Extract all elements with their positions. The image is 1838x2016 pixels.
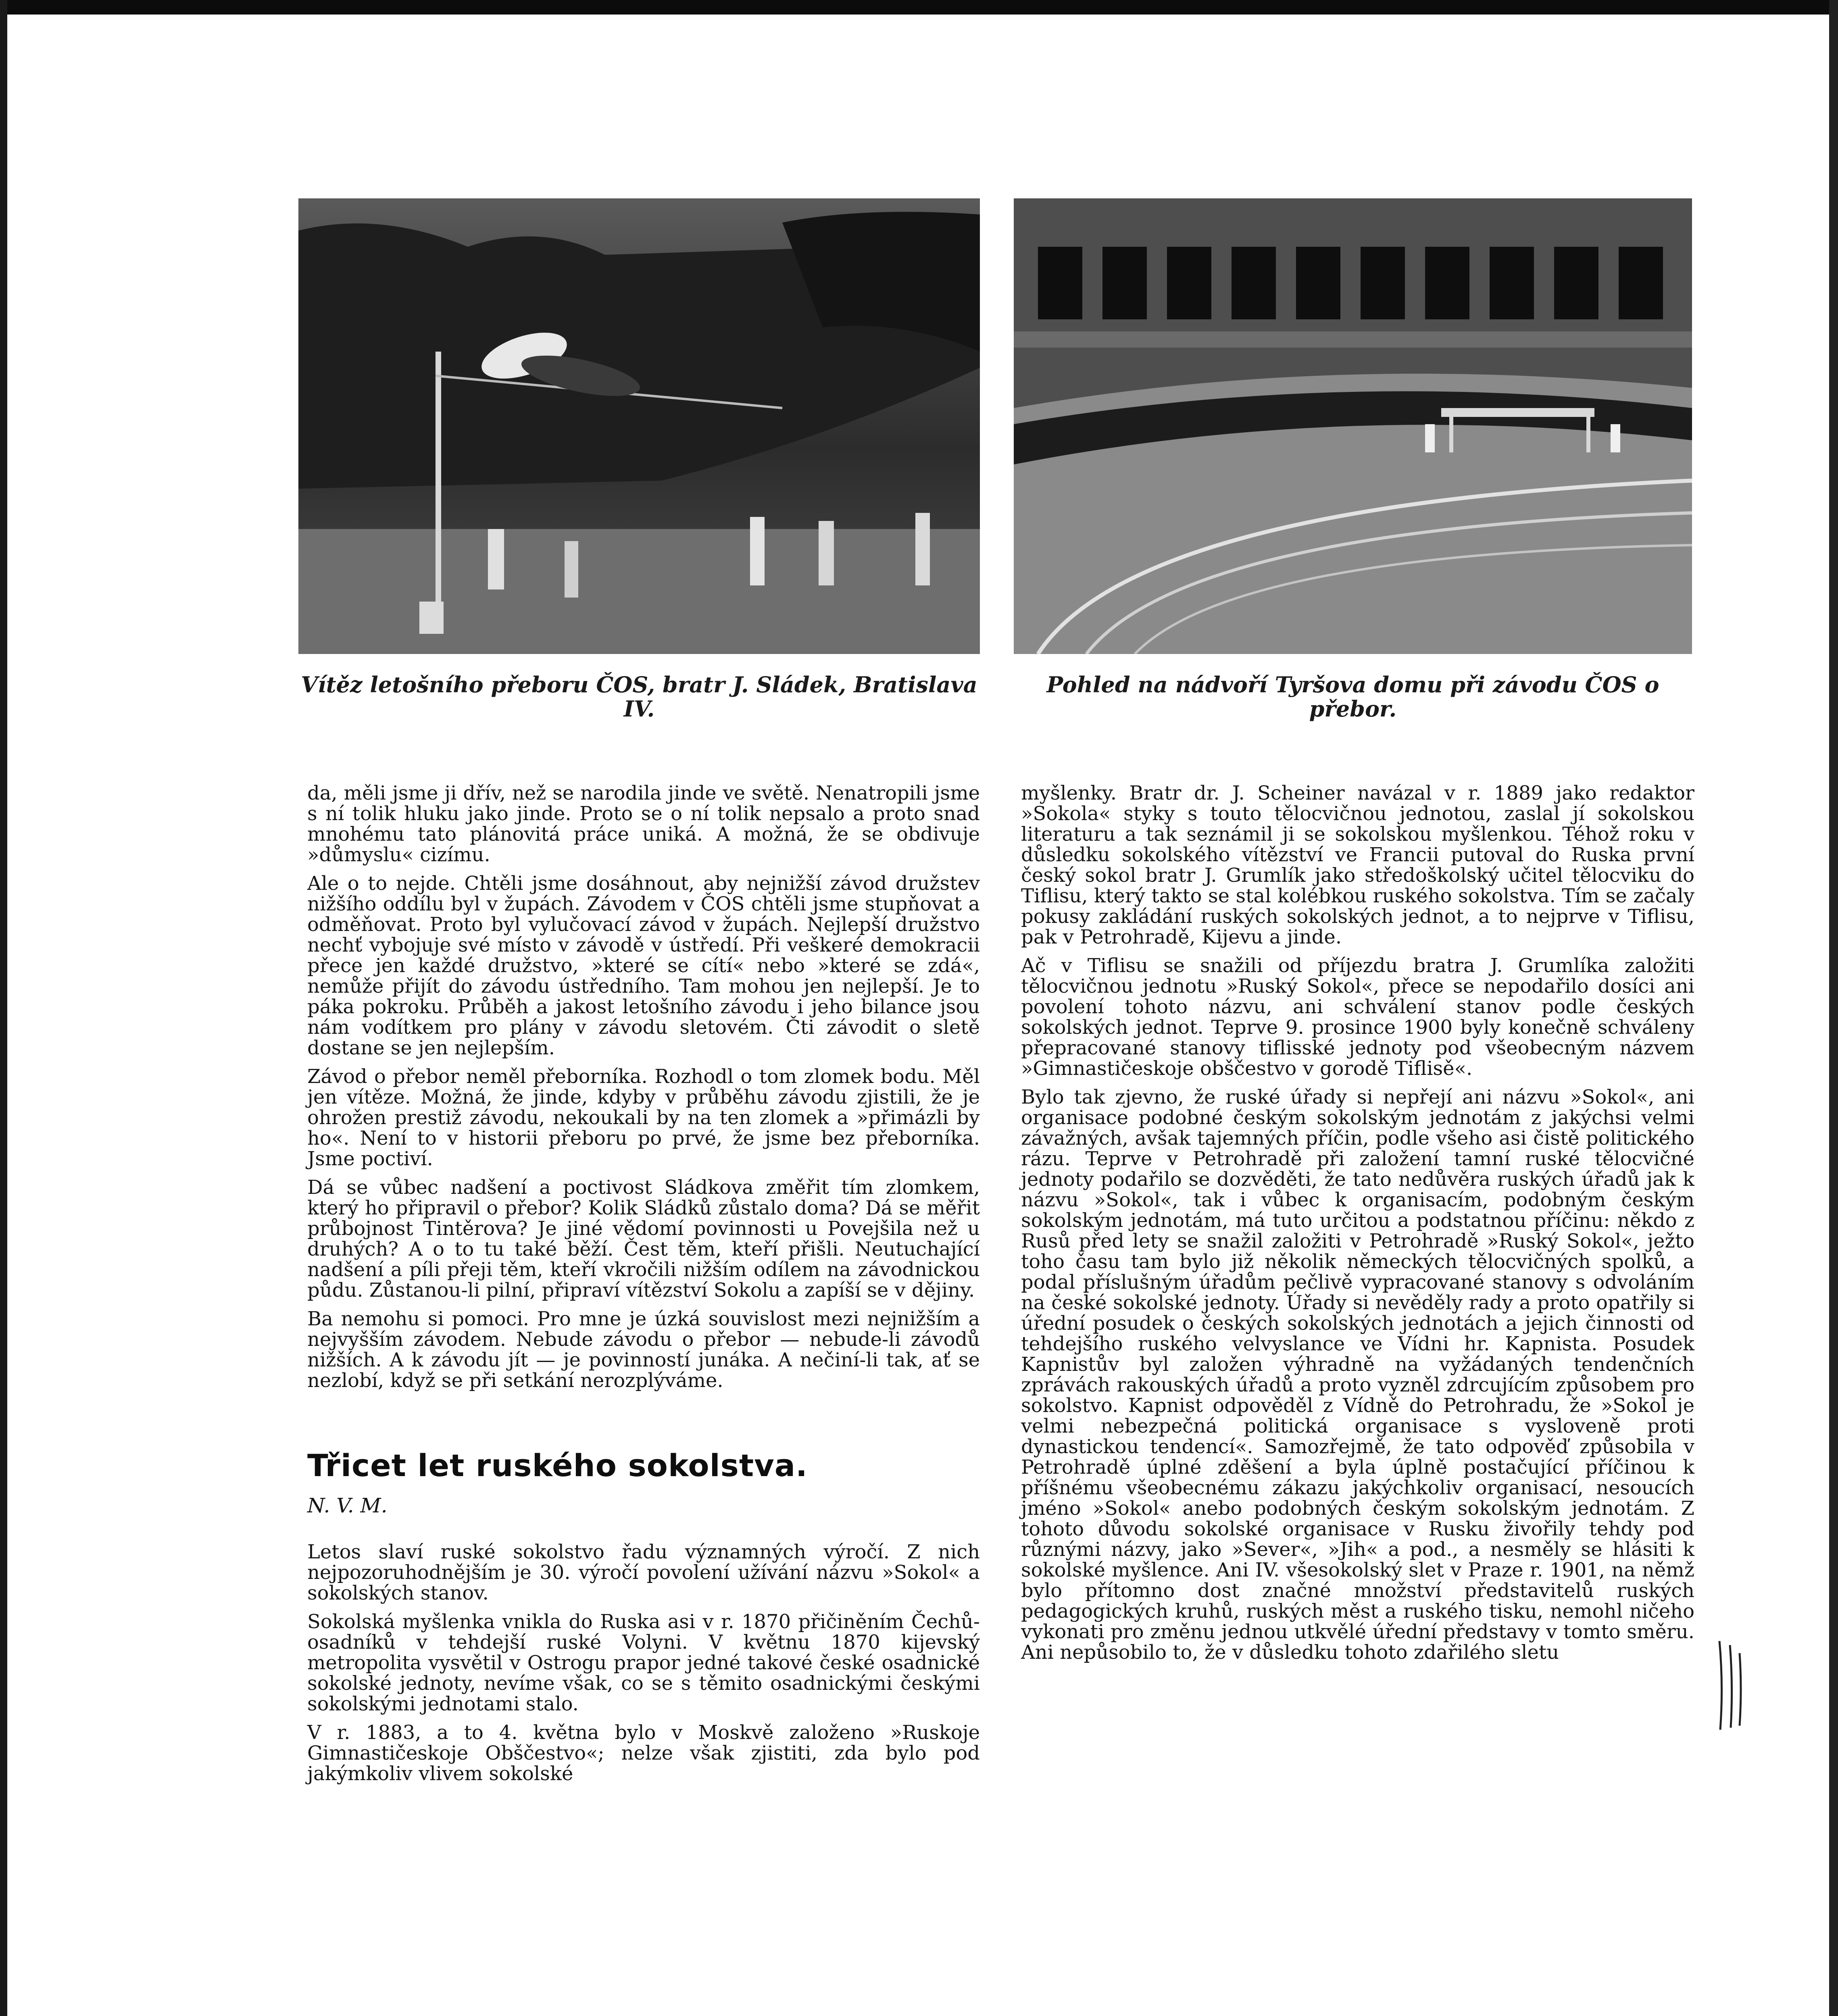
paragraph: Ale o to nejde. Chtěli jsme dosáhnout, aby nejnižší závod družstev nižšího oddílu byl v župách. Závodem v ČOS chtěli jsme stupňovat a odměňovat. Proto byl vylučovací závod v župách. Nejlepší družstvo nechť vybojuje své místo v závodě v ústředí. Při veškeré demokracii přece jen každé družstvo, »které se cítí« nebo »které se zdá«, nemůže přijít do závodu ústředního. Tam mohou jen nejlepší. Je to páka pokroku. Průběh a jakost letošního závodu i jeho bilance jsou nám vodítkem pro plány v závodu sletovém. Čti závodit o sletě dostane se jen nejlepším. <box>307 872 980 1059</box>
text-column-left <box>307 783 980 1792</box>
article-title: Třicet let ruského sokolstva. <box>307 1447 808 1483</box>
paragraph: Závod o přebor neměl přeborníka. Rozhodl o tom zlomek bodu. Měl jen vítěze. Možná, že jinde, kdyby v průběhu závodu zjistili, že je ohrožen prestiž závodu, nekoukali by na ten zlomek a »přimázli by ho«. Není to v historii přeboru po prvé, že jsme bez přeborníka. Jsme poctiví. <box>307 1065 980 1170</box>
scan-border-right <box>1829 0 1838 2016</box>
paragraph: Ba nemohu si pomoci. Pro mne je úzká souvislost mezi nejnižším a nejvyšším závodem. Nebude závodu o přebor — nebude-li závodů nižších. A k závodu jít — je povinností junáka. A nečiní-li tak, ať se nezlobí, když se při setkání nerozplýváme. <box>307 1308 980 1392</box>
text-column-right <box>1021 783 1694 1671</box>
photo-caption-left: Vítěz letošního přeboru ČOS, bratr J. Sládek, Bratislava IV. <box>301 672 977 722</box>
paragraph: Dá se vůbec nadšení a poctivost Sládkova změřit tím zlomkem, který ho připravil o přebor? Kolik Sládků zůstalo doma? Dá se měřit průbojnost Tintěrova? Je jiné vědomí povinnosti u Povejšila než u druhých? A o to tu také běží. Čest těm, kteří přišli. Neutuchající nadšení a píli přeji těm, kteří vkročili nižším odílem na závodnickou půdu. Zůstanou-li pilní, připraví vítězství Sokolu a zapíší se v dějiny. <box>307 1176 980 1302</box>
paragraph: V r. 1883, a to 4. května bylo v Moskvě založeno »Ruskoje Gimnastičeskoje Obščestvo«; nelze však zjistiti, zda bylo pod jakýmkoliv vlivem sokolské <box>307 1721 980 1785</box>
scan-border-left <box>0 0 7 2016</box>
paragraph: Bylo tak zjevno, že ruské úřady si nepřejí ani názvu »Sokol«, ani organisace podobné českým sokolským jednotám z jakýchsi velmi závažných, avšak tajemných příčin, podle všeho asi čistě politického rázu. Teprve v Petrohradě při založení tamní ruské tělocvičné jednoty podařilo se dozvěděti, že tato nedůvěra ruských úřadů jak k názvu »Sokol«, tak i vůbec k organisacím, podobným českým sokolským jednotám, má tuto určitou a podstatnou příčinu: někdo z Rusů před lety se snažil založiti v Petrohradě »Ruský Sokol«, ježto toho času tam bylo již několik německých tělocvičných spolků, a podal příslušným úřadům pečlivě vypracované stanovy s odvoláním na české sokolské jednoty. Úřady si nevěděly rady a proto opatřily si úřední posudek o českých sokolských jednotách a jejich činnosti od tehdejšího ruského velvyslance ve Vídni hr. Kapnista. Posudek Kapnistův byl založen výhradně na vyžádaných tendenčních zprávách rakouských úřadů a proto vyzněl zdrcujícím způsobem pro sokolstvo. Kapnist odpověděl z Vídně do Petrohradu, že »Sokol je velmi nebezpečná politická organisace s vysloveně proti dynastickou tendencí«. Samozřejmě, že tato odpověď způsobila v Petrohradě úplné zděšení a byla úplně postačující příčinou k příšnému všeobecnému zákazu jakýchkoliv organisací, nesoucích jméno »Sokol« anebo podobných českým sokolským jednotám. Z tohoto důvodu sokolské organisace v Rusku živořily tehdy pod různými názvy, jako »Sever«, »Jih« a pod., a nesměly se hlásiti k sokolské myšlence. Ani IV. všesokolský slet v Praze r. 1901, na němž bylo přítomno dost značné množství představitelů ruských pedagogických kruhů, ruských měst a ruského tisku, nemohl ničeho vykonati pro změnu jednou utkvělé úřední představy v tomto směru. Ani nepůsobilo to, že v důsledku tohoto zdařilého sletu <box>1021 1086 1694 1664</box>
article-author: N. V. M. <box>307 1494 388 1517</box>
paragraph: Ač v Tiflisu se snažili od příjezdu bratra J. Grumlíka založiti tělocvičnou jednotu »Ruský Sokol«, přece se nepodařilo dosíci ani povolení tohoto názvu, ani schválení stanov podle českých sokolských jednot. Teprve 9. prosince 1900 byly konečně schváleny přepracované stanovy tiflisské jednoty pod všeobecným názvem »Gimnastičeskoje obščestvo v gorodě Tiflisě«. <box>1021 954 1694 1080</box>
paragraph: Sokolská myšlenka vnikla do Ruska asi v r. 1870 přičiněním Čechů-osadníků v tehdejší ruské Volyni. V květnu 1870 kijevský metropolita vysvětil v Ostrogu prapor jedné takové české osadnické sokolské jednoty, nevíme však, co se s těmito osadnickými českými sokolskými jednotami stalo. <box>307 1610 980 1715</box>
photo-tyrs-house-courtyard <box>1014 198 1692 654</box>
margin-pencil-mark <box>1715 1637 1748 1734</box>
paragraph: myšlenky. Bratr dr. J. Scheiner navázal v r. 1889 jako redaktor »Sokola« styky s touto tělocvičnou jednotou, zaslal jí sokolskou literaturu a tak seznámil ji se sokolskou myšlenkou. Téhož roku v důsledku sokolského vítězství ve Francii putoval do Ruska první český sokol bratr J. Grumlík jako středoškolský učitel tělocviku do Tiflisu, který takto se stal kolébkou ruského sokolstva. Tím se začaly pokusy zakládání ruských sokolských jednot, a to nejprve v Tiflisu, pak v Petrohradě, Kijevu a jinde. <box>1021 782 1694 948</box>
photo-caption-right: Pohled na nádvoří Tyršova domu při závodu ČOS o přebor. <box>1046 672 1659 722</box>
paragraph: Letos slaví ruské sokolstvo řadu významných výročí. Z nich nejpozoruhodnějším je 30. výročí povolení užívání názvu »Sokol« a sokolských stanov. <box>307 1541 980 1604</box>
photo-high-jump <box>298 198 980 654</box>
scan-border-top <box>0 0 1838 15</box>
paragraph: da, měli jsme ji dřív, než se narodila jinde ve světě. Nenatropili jsme s ní tolik hluku jako jinde. Proto se o ní tolik nepsalo a proto snad mnohému tato plánovitá práce uniká. A možná, že se obdivuje »důmyslu« cizímu. <box>307 782 980 866</box>
